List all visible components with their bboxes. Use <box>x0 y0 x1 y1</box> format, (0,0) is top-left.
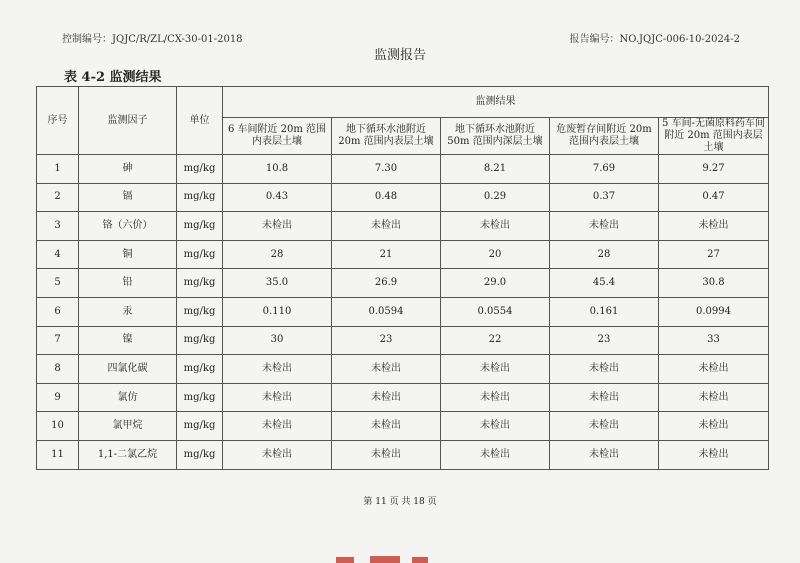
table-row <box>37 155 769 184</box>
cell-value: 45.4 <box>550 269 659 298</box>
cell-value: 21 <box>332 240 441 269</box>
cell-factor: 铅 <box>79 269 177 298</box>
cell-unit: mg/kg <box>177 212 223 241</box>
document-title: 监测报告 <box>373 48 426 63</box>
header-factor: 监测因子 <box>79 87 177 155</box>
cell-value: 未检出 <box>223 355 332 384</box>
cell-value: 8.21 <box>441 155 550 184</box>
header-site: 危废暂存间附近 20m 范围内表层土壤 <box>550 118 659 155</box>
cell-value: 23 <box>550 326 659 355</box>
cell-value: 未检出 <box>223 440 332 469</box>
cell-factor: 氯仿 <box>79 383 177 412</box>
cell-seq: 6 <box>37 297 79 326</box>
cell-value: 9.27 <box>659 155 769 184</box>
cell-value: 未检出 <box>441 412 550 441</box>
table-row <box>37 440 769 469</box>
cell-value: 未检出 <box>550 212 659 241</box>
cell-value: 28 <box>550 240 659 269</box>
cell-value: 26.9 <box>332 269 441 298</box>
cell-value: 未检出 <box>441 355 550 384</box>
table-row <box>37 269 769 298</box>
cell-value: 未检出 <box>332 383 441 412</box>
table-row <box>37 183 769 212</box>
cell-value: 28 <box>223 240 332 269</box>
table-row <box>37 240 769 269</box>
cell-seq: 7 <box>37 326 79 355</box>
header-seq: 序号 <box>37 87 79 155</box>
cell-value: 0.47 <box>659 183 769 212</box>
stamp-seal-icon <box>330 554 450 563</box>
table-caption: 表 4-2 监测结果 <box>64 70 162 85</box>
cell-value: 23 <box>332 326 441 355</box>
cell-seq: 4 <box>37 240 79 269</box>
cell-seq: 5 <box>37 269 79 298</box>
cell-factor: 四氯化碳 <box>79 355 177 384</box>
cell-value: 0.29 <box>441 183 550 212</box>
cell-unit: mg/kg <box>177 183 223 212</box>
cell-seq: 1 <box>37 155 79 184</box>
page-number: 第 11 页 共 18 页 <box>363 497 437 507</box>
cell-seq: 3 <box>37 212 79 241</box>
cell-factor: 铬（六价） <box>79 212 177 241</box>
cell-value: 30.8 <box>659 269 769 298</box>
cell-value: 7.30 <box>332 155 441 184</box>
cell-value: 未检出 <box>332 212 441 241</box>
cell-value: 0.0594 <box>332 297 441 326</box>
cell-value: 未检出 <box>659 212 769 241</box>
cell-factor: 砷 <box>79 155 177 184</box>
cell-value: 0.43 <box>223 183 332 212</box>
cell-value: 0.0554 <box>441 297 550 326</box>
header-site: 6 车间附近 20m 范围内表层土壤 <box>223 118 332 155</box>
cell-value: 未检出 <box>659 412 769 441</box>
cell-value: 35.0 <box>223 269 332 298</box>
cell-value: 未检出 <box>441 212 550 241</box>
cell-value: 未检出 <box>223 212 332 241</box>
table-row <box>37 383 769 412</box>
cell-unit: mg/kg <box>177 383 223 412</box>
header-site: 5 车间-无菌原料药车间附近 20m 范围内表层土壤 <box>659 118 769 155</box>
cell-value: 27 <box>659 240 769 269</box>
table-row <box>37 297 769 326</box>
cell-factor: 镉 <box>79 183 177 212</box>
cell-unit: mg/kg <box>177 440 223 469</box>
cell-seq: 11 <box>37 440 79 469</box>
cell-value: 未检出 <box>223 383 332 412</box>
cell-value: 0.161 <box>550 297 659 326</box>
cell-value: 未检出 <box>223 412 332 441</box>
cell-value: 未检出 <box>550 412 659 441</box>
table-row <box>37 326 769 355</box>
cell-value: 未检出 <box>550 355 659 384</box>
cell-factor: 镍 <box>79 326 177 355</box>
cell-unit: mg/kg <box>177 297 223 326</box>
cell-unit: mg/kg <box>177 155 223 184</box>
cell-value: 33 <box>659 326 769 355</box>
report-number: 报告编号：NO.JQJC-006-10-2024-2 <box>569 34 740 45</box>
cell-factor: 氯甲烷 <box>79 412 177 441</box>
cell-seq: 2 <box>37 183 79 212</box>
cell-value: 未检出 <box>550 383 659 412</box>
cell-value: 未检出 <box>332 412 441 441</box>
cell-factor: 汞 <box>79 297 177 326</box>
cell-unit: mg/kg <box>177 240 223 269</box>
header-site: 地下循环水池附近 50m 范围内深层土壤 <box>441 118 550 155</box>
cell-value: 29.0 <box>441 269 550 298</box>
cell-value: 未检出 <box>332 440 441 469</box>
header-unit: 单位 <box>177 87 223 155</box>
cell-value: 7.69 <box>550 155 659 184</box>
cell-value: 未检出 <box>659 440 769 469</box>
cell-value: 未检出 <box>332 355 441 384</box>
cell-seq: 9 <box>37 383 79 412</box>
control-number: 控制编号：JQJC/R/ZL/CX-30-01-2018 <box>62 34 243 45</box>
cell-unit: mg/kg <box>177 269 223 298</box>
cell-value: 未检出 <box>441 383 550 412</box>
cell-value: 20 <box>441 240 550 269</box>
header-site: 地下循环水池附近 20m 范围内表层土壤 <box>332 118 441 155</box>
cell-seq: 8 <box>37 355 79 384</box>
cell-value: 未检出 <box>550 440 659 469</box>
stamp-seal <box>330 553 450 563</box>
cell-value: 0.110 <box>223 297 332 326</box>
cell-value: 未检出 <box>441 440 550 469</box>
cell-value: 10.8 <box>223 155 332 184</box>
cell-factor: 1,1-二氯乙烷 <box>79 440 177 469</box>
cell-unit: mg/kg <box>177 412 223 441</box>
cell-unit: mg/kg <box>177 326 223 355</box>
table-row <box>37 355 769 384</box>
header-results: 监测结果 <box>223 87 769 118</box>
table-row <box>37 412 769 441</box>
cell-seq: 10 <box>37 412 79 441</box>
cell-value: 未检出 <box>659 383 769 412</box>
results-table <box>36 86 769 470</box>
cell-value: 0.0994 <box>659 297 769 326</box>
cell-factor: 铜 <box>79 240 177 269</box>
cell-value: 0.48 <box>332 183 441 212</box>
cell-value: 30 <box>223 326 332 355</box>
cell-unit: mg/kg <box>177 355 223 384</box>
cell-value: 未检出 <box>659 355 769 384</box>
table-row <box>37 212 769 241</box>
cell-value: 22 <box>441 326 550 355</box>
cell-value: 0.37 <box>550 183 659 212</box>
